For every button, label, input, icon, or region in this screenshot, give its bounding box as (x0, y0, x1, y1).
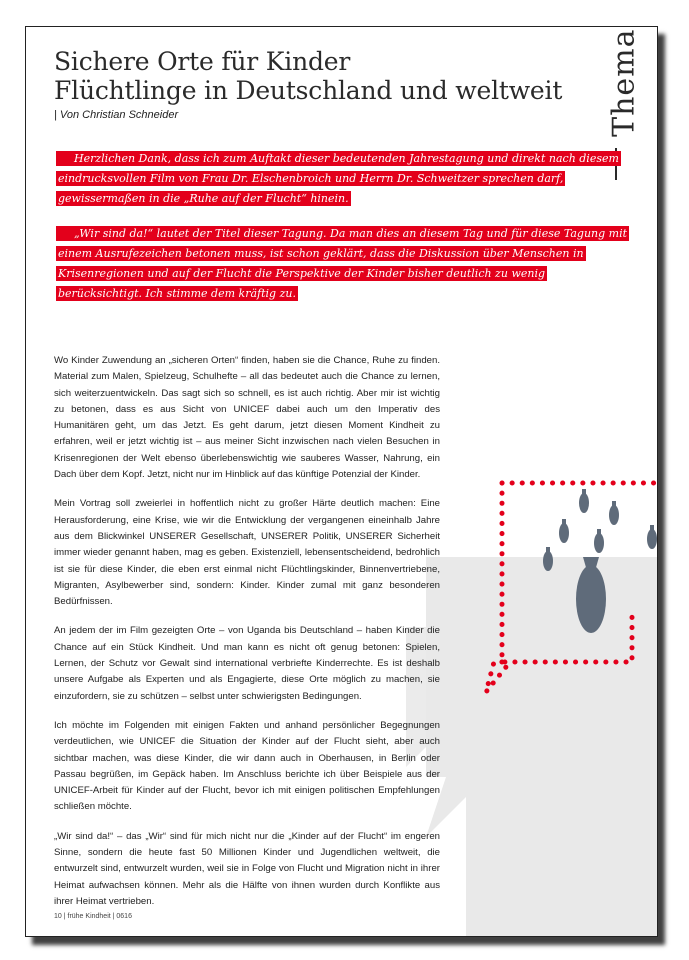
page-footer: 10 | frühe Kindheit | 0616 (54, 913, 132, 920)
speech-bubbles-illustration (406, 407, 657, 936)
body-paragraph-3: An jedem der im Film gezeigten Orte – von Uganda bis Deutschland – haben Kinder die Chance auf ein Stück Kindheit. Und man kann es nicht oft genug betonen: Spielen, Lernen, der Schutz vor Gewalt sind international verbriefte Kinderrechte. Es ist deshalb unsere Aufgabe als Experten und als Engagierte, diese Orte möglich zu machen, sie einzufordern, sie zu schützen – selbst unter schwierigsten Bedingungen. (54, 625, 440, 702)
gray-speech-bubbles-icon (406, 557, 657, 936)
article-body (54, 353, 440, 923)
body-paragraph-1: Wo Kinder Zuwendung an „sicheren Orten“ finden, haben sie die Chance, Ruhe zu finden. Material zum Malen, Spielzeug, Schulhefte – all das bedeutet auch die Chance zu lernen, sich weiterzuentwickeln. Das sagt sich so schnell, es ist auch richtig. Aber mir ist wichtig zu betonen, dass es aus Sicht von UNICEF dabei auch um den Imperativ des Humanitären geht, um das Jetzt. Es geht darum, jetzt diesen Moment Kindheit zu erfahren, weil er jetzt wichtig ist – aus meiner Sicht inzwischen nach vielen Besuchen in Krisenregionen der Welt ebenso überlebenswichtig wie sauberes Wasser, Nahrung, ein Dach über dem Kopf. Jetzt, nicht nur im Hinblick auf das künftige Potenzial der Kinder. (54, 355, 440, 481)
intro-paragraph-2 (56, 224, 628, 304)
section-label-text: Thema (606, 28, 642, 137)
page (25, 26, 658, 937)
title-line-2: Flüchtlinge in Deutschland und weltweit (54, 76, 563, 105)
intro-text-2: „Wir sind da!“ lautet der Titel dieser Tagung. Da man dies an diesem Tag und für diese Tagung mit einem Ausrufezeichen betonen muss, ist schon geklärt, dass die Diskussion über Menschen in Krisenregionen und auf der Flucht die Perspektive der Kinder bisher deutlich zu wenig berücksichtigt. Ich stimme dem kräftig zu. (58, 227, 628, 300)
title-line-1: Sichere Orte für Kinder (54, 47, 351, 76)
body-paragraph-2: Mein Vortrag soll zweierlei in hoffentlich nicht zu großer Härte deutlich machen: Eine Herausforderung, eine Krise, wie wir die Entwicklung der vergangenen eineinhalb Jahre aus dem Blickwinkel UNSERER Gesellschaft, UNSERER Politik, UNSERER Sicherheit immer wieder genannt haben, mag es geben. Existenziell, lebensentscheidend, bedrohlich ist sie für diese Kinder, die eben erst einmal nicht Flüchtlingskinder, Binnenvertriebene, Migranten, Asylbewerber sind, sondern: Kinder. Kinder zumal mit ganz besonderen Bedürfnissen. (54, 498, 440, 608)
body-paragraph-5: „Wir sind da!“ – das „Wir“ sind für mich nicht nur die „Kinder auf der Flucht“ im engeren Sinne, sondern die heute fast 50 Millionen Kinder und Jugendlichen weltweit, die entwurzelt sind, entwurzelt wurden, weil sie in Folge von Flucht und Migration nicht in ihrer Heimat aufwachsen können. Mehr als die Hälfte von ihnen wurden durch Konflikte aus ihrer Heimat vertrieben. (54, 830, 440, 907)
intro-text-1: Herzlichen Dank, dass ich zum Auftakt dieser bedeutenden Jahrestagung und direkt nach diesem eindrucksvollen Film von Frau Dr. Elschenbroich und Herrn Dr. Schweitzer sprechen darf, gewissermaßen in die „Ruhe auf der Flucht“ hinein. (58, 152, 619, 205)
intro-paragraph-1 (56, 149, 628, 209)
page-title (54, 47, 562, 105)
author-line: | Von Christian Schneider (54, 109, 179, 121)
body-paragraph-4: Ich möchte im Folgenden mit einigen Fakten und anhand persönlicher Begegnungen verdeutlichen, wie UNICEF die Situation der Kinder auf der Flucht sieht, aber auch sichtbar machen, was diese Kinder, die wir dann auch in Oberhausen, in Berlin oder Passau begrüßen, im Gepäck haben. Im Anschluss berichte ich über Beispiele aus der UNICEF-Arbeit für Kinder auf der Flucht, bevor ich mit einigen politischen Empfehlungen schließen möchte. (54, 719, 440, 813)
